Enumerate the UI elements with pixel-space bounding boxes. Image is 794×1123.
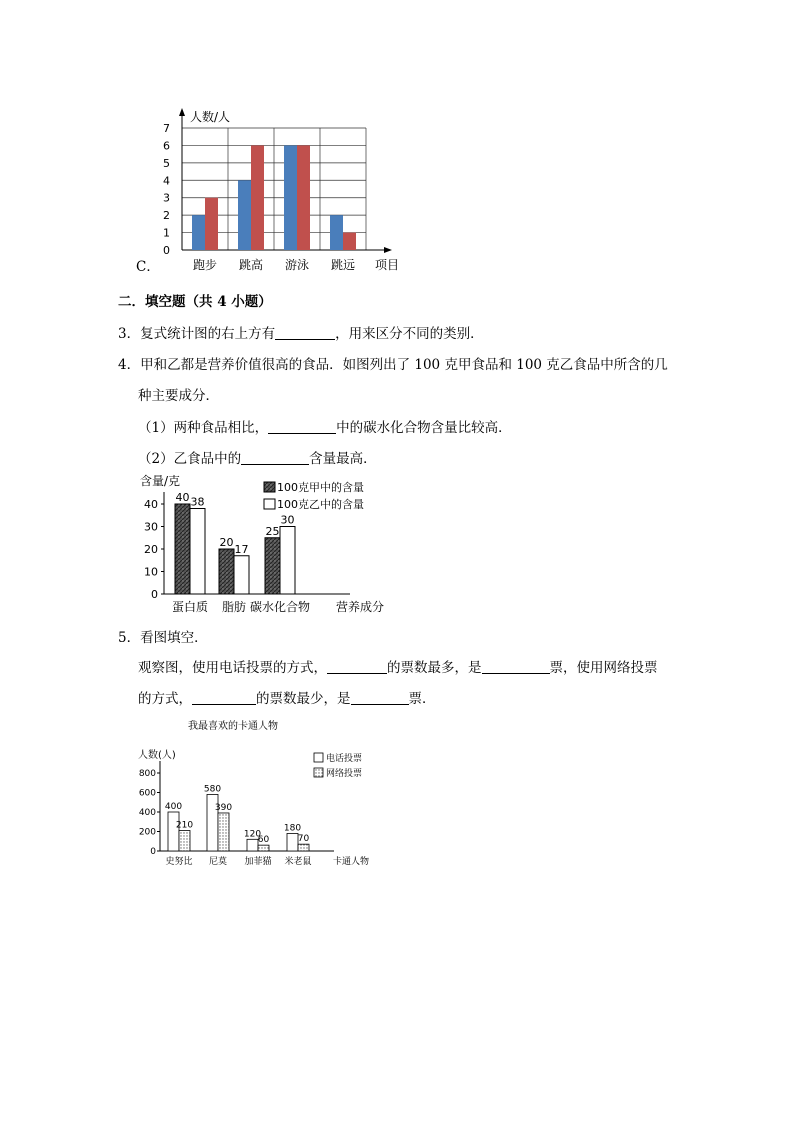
q5-blank-1[interactable] [327,659,387,674]
data-label: 38 [190,495,205,509]
q5-line2 [138,687,436,707]
q5-line1-a: 观察图，使用电话投票的方式， [138,660,327,676]
x-axis-label: 卡通人物 [332,857,370,867]
q5-line1 [138,656,658,676]
y-tick-label: 4 [163,174,170,188]
y-tick-label: 6 [163,139,170,153]
x-axis-label: 营养成分 [335,600,385,614]
data-label: 40 [175,491,190,504]
bar [297,145,310,250]
bar [265,538,280,594]
q4-sub1-suffix: 中的碳水化合物含量比较高． [336,420,512,436]
bar [343,233,356,250]
q4-sub2-prefix: （2）乙食品中的 [138,451,242,467]
data-label: 400 [164,802,183,812]
bar [218,813,229,851]
data-label: 580 [203,784,222,795]
y-tick-label: 40 [144,498,158,511]
data-label: 30 [280,513,295,527]
q3-prefix: 3．复式统计图的右上方有 [118,326,276,342]
q4-sub2-blank[interactable] [241,450,309,465]
q5-line1-c: 票，使用网络投票 [549,660,658,676]
q4-sub2-suffix: 含量最高． [309,451,377,467]
bar [238,180,251,250]
q4-sub1-prefix: （1）两种食品相比， [138,420,269,436]
legend-label: 电话投票 [326,754,363,764]
legend-label: 100克甲中的含量 [277,481,364,494]
legend-swatch [314,753,323,762]
q5-heading: 5．看图填空． [118,630,208,646]
y-tick-label: 20 [144,543,158,556]
section-heading: 二．填空题（共 4 小题） [118,294,272,310]
legend-swatch [264,499,275,509]
y-axis-label: 人数/人 [190,110,231,124]
y-tick-label: 0 [151,588,158,601]
data-label: 60 [257,835,270,846]
q4-chart [138,472,388,622]
q4-line1: 4．甲和乙都是营养价值很高的食品．如图列出了 100 克甲食品和 100 克乙食品中所含的几 [118,357,668,373]
q4-sub1 [138,416,512,436]
bar [280,527,295,595]
q5-line2-c: 票． [408,691,436,707]
bar [247,839,258,851]
bar [234,556,249,594]
y-tick-label: 200 [138,827,156,838]
question-3 [118,322,484,342]
y-tick-label: 1 [163,226,170,240]
data-label: 20 [219,536,234,549]
x-tick-label: 碳水化合物 [249,600,311,614]
bar [298,844,309,851]
legend-label: 网络投票 [326,769,363,779]
bar [251,145,264,250]
y-tick-label: 800 [138,769,156,779]
q5-line2-a: 的方式， [138,691,192,707]
data-label: 180 [283,823,302,834]
q5-chart [138,715,383,875]
q5-line2-b: 的票数最少，是 [256,691,351,707]
q5-line1-b: 的票数最多，是 [387,660,482,676]
legend-label: 100克乙中的含量 [277,498,364,511]
y-tick-label: 30 [144,520,158,534]
y-tick-label: 0 [150,847,156,857]
option-c-label: C． [136,259,160,275]
bar [284,145,297,250]
option-c-chart [130,105,410,275]
x-axis-label: 项目 [375,258,400,272]
x-tick-label: 蛋白质 [171,600,209,614]
y-tick-label: 600 [138,788,156,799]
y-tick-label: 3 [163,191,170,205]
bar [219,549,234,594]
q4-sub1-blank[interactable] [268,419,336,434]
bar [175,504,190,594]
bar [258,845,269,851]
x-tick-label: 尼莫 [208,857,228,867]
x-tick-label: 史努比 [165,857,193,867]
y-tick-label: 10 [144,565,158,579]
q4-line2: 种主要成分． [138,388,219,404]
data-label: 390 [214,802,233,813]
data-label: 70 [297,834,310,845]
bar [168,812,179,851]
bar [287,833,298,851]
bar [330,215,343,250]
bar [192,215,205,250]
q5-chart-block [138,715,383,875]
q5-blank-3[interactable] [192,690,256,705]
bar [205,198,218,250]
x-tick-label: 游泳 [284,258,310,272]
legend-swatch [314,768,323,777]
data-label: 17 [234,542,249,556]
x-tick-label: 跳高 [238,258,264,272]
option-c-block [130,105,410,275]
x-tick-label: 米老鼠 [284,857,312,867]
y-tick-label: 5 [163,156,170,170]
bar [190,509,205,595]
q4-chart-block [138,472,388,622]
q3-suffix: ，用来区分不同的类别． [335,326,484,342]
data-label: 25 [265,524,280,538]
data-label: 210 [175,820,194,831]
x-tick-label: 加菲猫 [244,857,272,867]
legend-swatch [264,482,275,492]
bar [179,831,190,851]
q5-blank-4[interactable] [351,690,409,705]
y-tick-label: 400 [138,808,156,818]
q5-blank-2[interactable] [482,659,550,674]
x-tick-label: 跳远 [330,258,356,272]
x-axis-arrow-icon [384,247,392,253]
y-tick-label: 0 [163,244,170,257]
x-tick-label: 跑步 [192,258,218,272]
y-tick-label: 7 [163,122,170,135]
x-tick-label: 脂肪 [221,600,247,614]
q4-sub2 [138,447,377,467]
data-label: 120 [243,829,262,840]
y-axis-label: 含量/克 [140,474,181,488]
y-axis-arrow-icon [179,108,185,116]
chart-title: 我最喜欢的卡通人物 [188,721,278,732]
y-axis-label: 人数(人) [138,750,176,761]
y-tick-label: 2 [163,209,170,223]
q3-answer-blank[interactable] [275,325,335,340]
